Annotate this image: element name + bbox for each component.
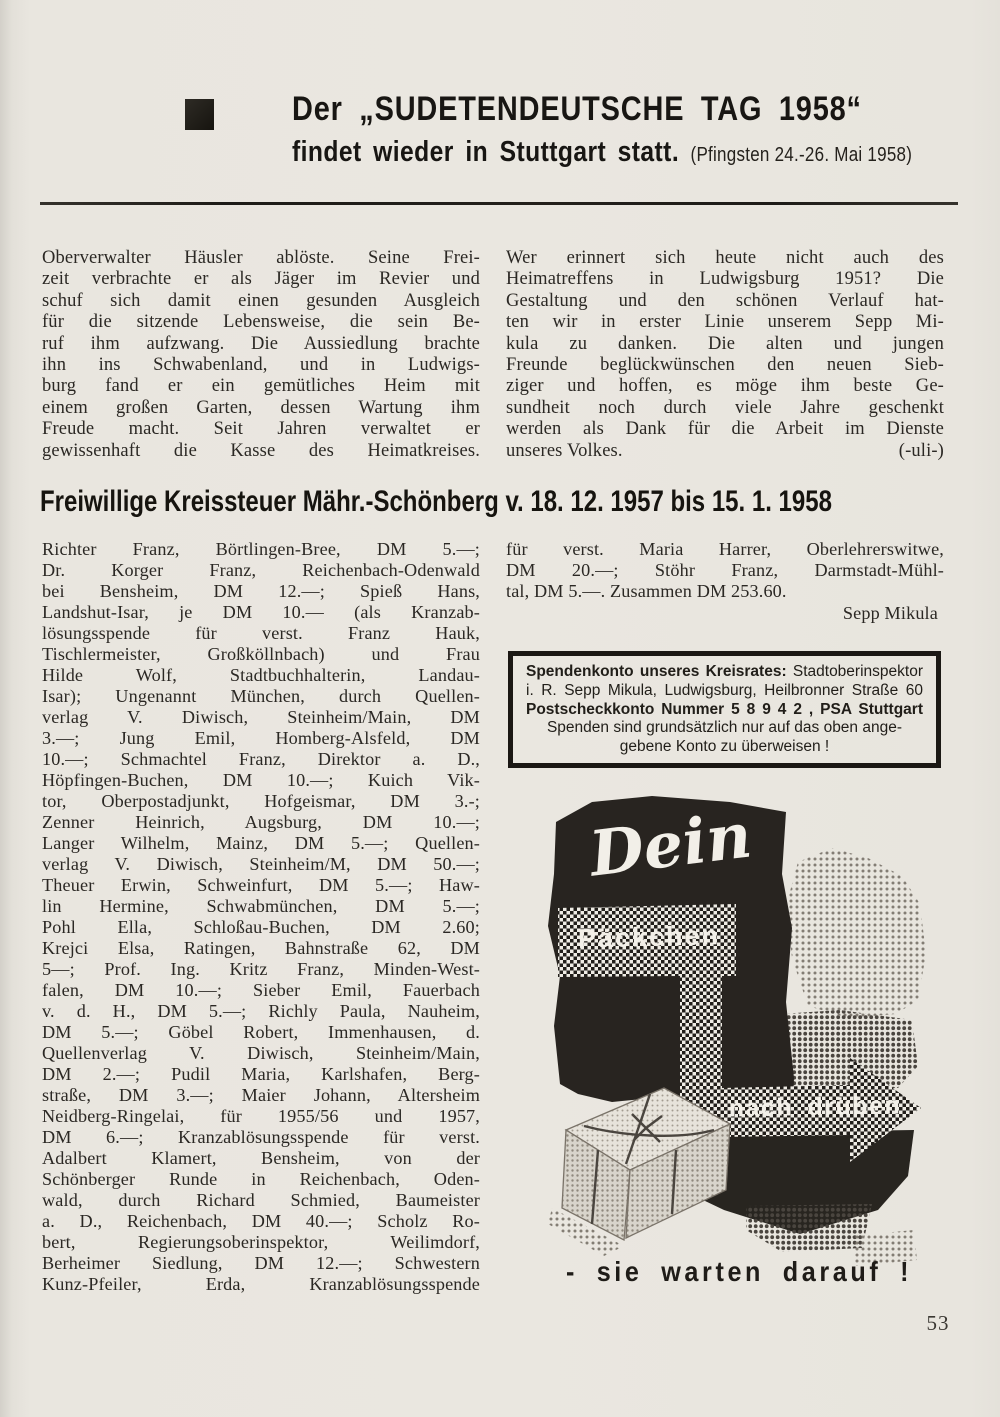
article-right-lines xyxy=(506,248,944,441)
advert-word-nach-drueben: nach drüben xyxy=(728,1091,902,1123)
text-line: Langer Wilhelm, Mainz, DM 5.—; Quellen- xyxy=(42,833,480,853)
donation-box-line2: i. R. Sepp Mikula, Ludwigsburg, Heilbronner Straße 60 xyxy=(526,681,923,699)
text-line: bei Bensheim, DM 12.—; Spieß Hans, xyxy=(42,581,480,601)
text-line: lösungsspende für verst. Franz Hauk, xyxy=(42,623,480,643)
page-number: 53 xyxy=(926,1311,950,1335)
donor-list-column-right xyxy=(506,539,944,624)
page-header xyxy=(292,90,989,169)
text-line: kula zu danken. Die alten und jungen xyxy=(506,333,944,354)
text-line: DM 2.—; Pudil Maria, Karlshafen, Berg- xyxy=(42,1064,480,1084)
text-line: zeit verbrachte er als Jäger im Revier und xyxy=(42,269,480,290)
text-line: Freude macht. Seit Jahren verwaltet er xyxy=(42,419,480,440)
donation-box-account-number: Postscheckkonto Nummer 5 8 9 4 2 , PSA Stuttgart xyxy=(526,700,923,718)
text-line: straße, DM 3.—; Maier Johann, Altersheim xyxy=(42,1085,480,1105)
text-line: 5—; Prof. Ing. Kritz Franz, Minden-West- xyxy=(42,959,480,979)
text-line: Hilde Wolf, Stadtbuchhalterin, Landau- xyxy=(42,665,480,685)
text-line: wald, durch Richard Schmied, Baumeister xyxy=(42,1190,480,1210)
header-title-line2 xyxy=(292,136,989,169)
halftone-blob-right xyxy=(786,848,926,1018)
text-line: falen, DM 10.—; Sieber Emil, Fauerbach xyxy=(42,980,480,1000)
text-line: lin Hermine, Schwabmünchen, DM 5.—; xyxy=(42,896,480,916)
text-line: ruf ihm aufzwang. Die Aussiedlung brachte xyxy=(42,333,480,354)
text-line: Höpfingen-Buchen, DM 10.—; Kuich Vik- xyxy=(42,770,480,790)
article-last-text: unseres Volkes. xyxy=(506,440,623,461)
text-line: Isar); Ungenannt München, durch Quellen- xyxy=(42,686,480,706)
text-line: Gestaltung und den schönen Verlauf hat- xyxy=(506,290,944,311)
donation-box-line1-bold: Spendenkonto unseres Kreisrates: xyxy=(526,663,787,680)
text-line: Freunde beglückwünschen den neuen Sieb- xyxy=(506,355,944,376)
text-line: Theuer Erwin, Schweinfurt, DM 5.—; Haw- xyxy=(42,875,480,895)
text-line: a. D., Reichenbach, DM 40.—; Scholz Ro- xyxy=(42,1211,480,1231)
text-line: ihn ins Schwabenland, und in Ludwigs- xyxy=(42,355,480,376)
text-line: 10.—; Schmachtel Franz, Direktor a. D., xyxy=(42,749,480,769)
text-line: ten wir in erster Linie unserem Sepp Mi- xyxy=(506,312,944,333)
text-line: für verst. Maria Harrer, Oberlehrerswitwe, xyxy=(506,539,944,559)
text-line: 3.—; Jung Emil, Homberg-Alsfeld, DM xyxy=(42,728,480,748)
text-line: gewissenhaft die Kasse des Heimatkreises. xyxy=(42,440,480,461)
donor-list-right-lines xyxy=(506,539,944,602)
article-column-left xyxy=(42,248,480,462)
text-line: bert, Regierungsoberinspektor, Weilimdorf, xyxy=(42,1232,480,1252)
advert-word-paeckchen: Päckchen xyxy=(577,920,721,954)
text-line: verlag V. Diwisch, Steinheim/Main, DM xyxy=(42,707,480,727)
text-line: Landshut-Isar, je DM 10.— (als Kranzab- xyxy=(42,602,480,622)
text-line: sundheit noch durch viele Jahre geschenkt xyxy=(506,397,944,418)
text-line: Kunz-Pfeiler, Erda, Kranzablösungsspende xyxy=(42,1274,480,1294)
text-line: Neidberg-Ringelai, für 1955/56 und 1957, xyxy=(42,1106,480,1126)
text-line: burg fand er ein gemütliches Heim mit xyxy=(42,376,480,397)
text-line: Zenner Heinrich, Augsburg, DM 10.—; xyxy=(42,812,480,832)
advert-word-dein: Dein xyxy=(585,798,756,891)
text-line: tor, Oberpostadjunkt, Hofgeismar, DM 3.-; xyxy=(42,791,480,811)
text-line: DM 5.—; Göbel Robert, Immenhausen, d. xyxy=(42,1022,480,1042)
donation-box-line5: gebene Konto zu überweisen ! xyxy=(619,738,830,756)
text-line: einem großen Garten, dessen Wartung ihm xyxy=(42,397,480,418)
article-right-last-line xyxy=(506,441,944,462)
text-line: Adalbert Klamert, Bensheim, von der xyxy=(42,1148,480,1168)
donation-box-line1 xyxy=(526,663,923,682)
header-title-line1: Der „SUDETENDEUTSCHE TAG 1958“ xyxy=(292,90,862,128)
text-line: tal, DM 5.—. Zusammen DM 253.60. xyxy=(506,581,787,601)
advertisement xyxy=(500,778,960,1312)
text-line: Dr. Korger Franz, Reichenbach-Odenwald xyxy=(42,560,480,580)
text-line: Oberverwalter Häusler ablöste. Seine Frei- xyxy=(42,248,480,268)
advert-tagline: - sie warten darauf ! xyxy=(566,1256,913,1287)
halftone-tail-bottom xyxy=(746,1204,872,1252)
header-title-date-note: (Pfingsten 24.-26. Mai 1958) xyxy=(690,144,913,166)
donation-box-line1-rest: Stadtoberinspektor xyxy=(786,663,923,680)
section-headline: Freiwillige Kreissteuer Mähr.-Schönberg v. 18. 12. 1957 bis 15. 1. 1958 xyxy=(40,485,832,518)
text-line: Pohl Ella, Schloßau-Buchen, DM 2.60; xyxy=(42,917,480,937)
text-line: Berheimer Siedlung, DM 12.—; Schwestern xyxy=(42,1253,480,1273)
text-line: ziger und hoffen, es möge ihm beste Ge- xyxy=(506,376,944,397)
donor-list-column-left xyxy=(42,539,480,1295)
article-column-right xyxy=(506,248,944,462)
header-title-line2-bold: findet wieder in Stuttgart statt. xyxy=(292,136,680,168)
text-line: Heimatreffens in Ludwigsburg 1951? Die xyxy=(506,269,944,290)
text-line: schuf sich damit einen gesunden Ausgleich xyxy=(42,290,480,311)
parcel-illustration xyxy=(562,1088,730,1240)
article-author-initials: (-uli-) xyxy=(898,440,944,461)
text-line: werden als Dank für die Arbeit im Dienste xyxy=(506,419,944,440)
signature: Sepp Mikula xyxy=(842,603,938,623)
text-line: Quellenverlag V. Diwisch, Steinheim/Main, xyxy=(42,1043,480,1063)
text-line: für die sitzende Lebensweise, die sein Be- xyxy=(42,312,480,333)
text-line: Tischlermeister, Großköllnbach) und Frau xyxy=(42,644,480,664)
donation-account-box xyxy=(508,651,941,768)
horizontal-rule xyxy=(40,202,958,205)
text-line: Wer erinnert sich heute nicht auch des xyxy=(506,248,944,268)
text-line: Schönberger Runde in Reichenbach, Oden- xyxy=(42,1169,480,1189)
text-line: DM 20.—; Stöhr Franz, Darmstadt-Mühl- xyxy=(506,560,944,580)
text-line: DM 6.—; Kranzablösungsspende für verst. xyxy=(42,1127,480,1147)
text-line: verlag V. Diwisch, Steinheim/M, DM 50.—; xyxy=(42,854,480,874)
section-marker-square-icon xyxy=(185,99,214,130)
text-line: v. d. H., DM 5.—; Richly Paula, Nauheim, xyxy=(42,1001,480,1021)
text-line: Richter Franz, Börtlingen-Bree, DM 5.—; xyxy=(42,539,480,559)
text-line: Krejci Elsa, Ratingen, Bahnstraße 62, DM xyxy=(42,938,480,958)
donation-box-line4: Spenden sind grundsätzlich nur auf das oben ange- xyxy=(546,719,903,737)
